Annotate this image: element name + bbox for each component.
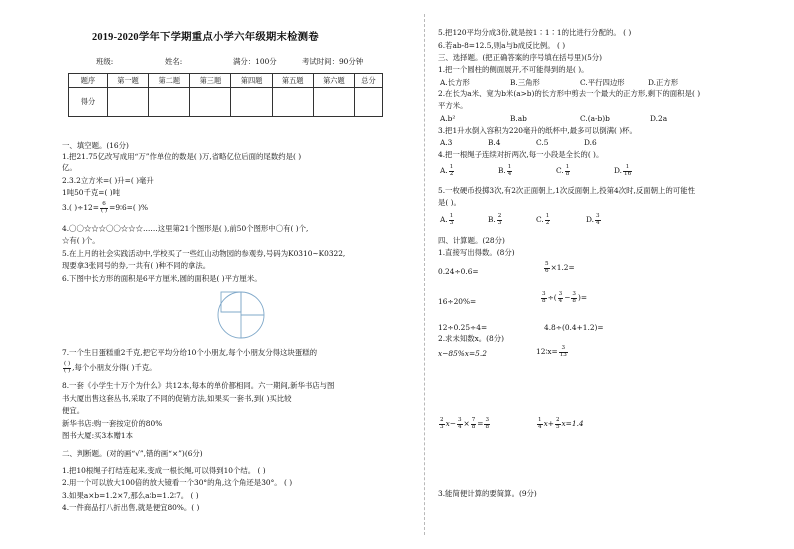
denominator: 4 (558, 297, 563, 304)
equation (536, 346, 569, 358)
question-part: =9∶6=( )% (109, 203, 148, 213)
question-text: 4.把一根绳子连续对折两次,每一小段是全长的( )。 (438, 150, 604, 159)
calc-part: ×1.2= (550, 263, 575, 273)
numerator: 2 (497, 213, 502, 219)
exam-time-label: 考试时间：90分钟 (302, 57, 364, 66)
denominator: 3 (449, 219, 454, 226)
fraction (541, 292, 547, 304)
option: D.6 (584, 138, 597, 147)
question-text: 3.如果a×b=1.2×7,那么a∶b=1.2∶7。 ( ) (62, 491, 199, 500)
equation (438, 418, 491, 430)
calc-item (543, 262, 575, 274)
table-header: 第二题 (149, 74, 190, 88)
numerator: 1 (538, 417, 542, 423)
option: B.三角形 (510, 78, 540, 87)
score-cell[interactable] (272, 88, 313, 117)
numerator: 1 (565, 164, 570, 170)
table-header: 总分 (354, 74, 382, 88)
question-text: 1.把21.75亿改写成用“万”作单位的数是( )万,省略亿位后面的尾数约是( ) (62, 152, 302, 161)
denominator: 4 (507, 170, 512, 177)
score-cell[interactable] (231, 88, 272, 117)
option-label: B. (498, 166, 506, 176)
option (498, 165, 513, 177)
option-label: A. (440, 166, 448, 176)
numerator: 3 (542, 291, 546, 297)
option: B.ab (510, 114, 527, 123)
fraction (439, 418, 445, 430)
numerator: 3 (572, 291, 576, 297)
table-header: 第一题 (108, 74, 149, 88)
numerator: 1 (449, 213, 454, 219)
numerator: 3 (559, 346, 568, 353)
denominator: ( ) (64, 367, 71, 374)
numerator: ( ) (64, 361, 71, 367)
option (586, 214, 602, 226)
denominator: 16 (624, 170, 632, 177)
denominator: 8 (542, 297, 546, 304)
section-fill-blank-title: 一、填空题。(16分) (62, 141, 129, 150)
question-text: 6.下图中长方形的面积是6平方厘米,圆的面积是( )平方厘米。 (62, 274, 262, 283)
calc-item: 12÷0.25÷4= (438, 323, 488, 332)
equation: x−85%x=5.2 (438, 349, 487, 358)
score-cell[interactable] (149, 88, 190, 117)
numerator: 1 (623, 165, 632, 172)
denominator: 8 (471, 423, 476, 430)
fraction (484, 418, 490, 430)
numerator: 2 (555, 417, 560, 423)
option: D.2a (650, 114, 668, 123)
equation-part: x=1.4 (561, 419, 584, 429)
fraction (449, 165, 455, 177)
calc-part: )= (577, 293, 588, 303)
right-column (438, 0, 778, 549)
option-label: C. (556, 166, 564, 176)
denominator: 4 (596, 219, 600, 226)
numerator: 3 (558, 291, 563, 297)
equation-part: x− (445, 419, 456, 429)
fraction (623, 165, 632, 177)
table-header: 第五题 (272, 74, 313, 88)
numerator: 3 (457, 417, 462, 423)
fraction (571, 292, 577, 304)
equation-part: × (463, 419, 470, 429)
question-text: 6.若ab-8=12.5,则a与b成反比例。 ( ) (438, 41, 566, 50)
rectangle-circle-figure (216, 289, 276, 341)
denominator: 2 (449, 170, 454, 177)
question-text: 书大厦出售这套丛书,采取了不同的促销方法,如果买一套书,到( )买比较 (62, 394, 292, 403)
numerator: 1 (545, 213, 550, 219)
option-label: A. (440, 215, 448, 225)
option-label: C. (536, 215, 544, 225)
class-label: 班级: (96, 57, 114, 66)
option (440, 214, 455, 226)
name-label: 姓名: (165, 57, 183, 66)
fraction (507, 165, 513, 177)
question-text: 2.求未知数x。(8分) (438, 334, 505, 343)
denominator: 3 (440, 423, 444, 430)
table-header: 题序 (69, 74, 108, 88)
question-text: 平方米。 (438, 101, 468, 110)
fraction (545, 214, 551, 226)
question-text: 2.在长为a米、宽为b米(a>b)的长方形中剪去一个最大的正方形,剩下的面积是( ) (438, 89, 701, 98)
exam-title: 2019-2020学年下学期重点小学六年级期末检测卷 (92, 32, 319, 43)
calc-item (540, 292, 587, 304)
fraction (559, 346, 568, 358)
numerator: 3 (596, 213, 600, 219)
left-column (62, 0, 407, 549)
option: C.5 (536, 138, 549, 147)
denominator: ( ) (100, 207, 108, 214)
option-label: D. (586, 215, 595, 225)
question-text: 4.〇〇☆☆☆〇〇☆☆☆……这里第21个图形是( ),前50个图形中〇有( )个, (62, 224, 309, 233)
section-calc-title: 四、计算题。(28分) (438, 236, 505, 245)
numerator: 2 (440, 417, 444, 423)
question-text (62, 362, 157, 374)
question-text: 是( )。 (438, 198, 461, 207)
denominator: 8 (572, 297, 576, 304)
calc-item: 16÷20%= (438, 297, 477, 306)
numerator: 6 (100, 202, 108, 209)
fraction (595, 214, 601, 226)
denominator: 8 (565, 170, 570, 177)
denominator: 5 (555, 423, 560, 430)
question-text: 2.用一个可以放大100倍的放大镜看一个30°的角,这个角还是30°。 ( ) (62, 478, 293, 487)
numerator: 7 (471, 417, 476, 423)
question-text: 5.把120平均分成3份,就是按1∶1∶1的比进行分配的。 ( ) (438, 28, 632, 37)
denominator: 13 (559, 351, 567, 358)
option (556, 165, 571, 177)
option (440, 165, 455, 177)
table-header: 第三题 (190, 74, 231, 88)
table-header: 第四题 (231, 74, 272, 88)
option: A.长方形 (440, 78, 470, 87)
calc-part: ÷( (547, 293, 557, 303)
fraction (537, 418, 543, 430)
question-text (62, 202, 148, 214)
option (614, 165, 633, 177)
question-text: 2.3.2立方米=( )升=( )毫升 (62, 176, 154, 185)
fraction (63, 362, 71, 374)
numerator: 1 (507, 164, 512, 170)
numerator: 5 (545, 261, 549, 267)
question-text: 3.把1升水倒入容积为220毫升的纸杯中,最多可以倒满( )杯。 (438, 126, 637, 135)
option (536, 214, 551, 226)
full-score-label: 满分：100分 (233, 57, 277, 66)
denominator: 8 (485, 423, 490, 430)
fraction (449, 214, 455, 226)
option: A.3 (440, 138, 453, 147)
score-cell[interactable] (354, 88, 382, 117)
equation-part: x+ (543, 419, 554, 429)
score-table (68, 73, 383, 117)
section-choice-title: 三、选择题。(把正确答案的序号填在括号里)(5分) (438, 53, 603, 62)
fraction (457, 418, 463, 430)
question-text: 4.一件商品打八折出售,就是便宜80%。( ) (62, 503, 200, 512)
fraction (100, 202, 108, 214)
question-text: 1.把10根绳子打结连起来,变成一根长绳,可以得到10个结。 ( ) (62, 466, 266, 475)
fraction (555, 418, 561, 430)
calc-item: 4.8÷(0.4+1.2)= (544, 323, 604, 332)
equation (536, 418, 584, 430)
fraction (497, 214, 503, 226)
question-text: 3.能简便计算的要简算。(9分) (438, 489, 537, 498)
question-text: 5.在上月的社会实践活动中,学校买了一些红山动物园的参观券,号码为K0310~K0322, (62, 249, 346, 258)
question-part: ,每个小朋友分得( )千克。 (72, 363, 157, 373)
score-cell[interactable] (313, 88, 354, 117)
question-text: 1吨50千克=( )吨 (62, 188, 120, 197)
option: A.b² (440, 114, 456, 123)
score-cell[interactable] (108, 88, 149, 117)
question-text: 8.一套《小学生十万个为什么》共12本,每本的单价都相同。六一期间,新华书店与图 (62, 381, 335, 390)
question-text: 7.一个生日蛋糕重2千克,把它平均分给10个小朋友,每个小朋友分得这块蛋糕的 (62, 348, 317, 357)
denominator: 3 (497, 219, 502, 226)
denominator: 6 (545, 267, 549, 274)
question-text: 新华书店:购一套按定价的80% (62, 419, 163, 428)
calc-part: − (564, 293, 571, 303)
question-text: 亿。 (62, 163, 77, 172)
section-judge-title: 二、判断题。(对的画“√”,错的画“×”)(6分) (62, 449, 203, 458)
denominator: 4 (457, 423, 462, 430)
question-text: ☆有( )个。 (62, 236, 100, 245)
question-text: 便宜。 (62, 406, 85, 415)
question-text: 图书大厦:买3本赠1本 (62, 431, 134, 440)
fraction (471, 418, 477, 430)
option-label: B. (488, 215, 496, 225)
numerator: 3 (485, 417, 490, 423)
question-text: 现要拿3张同号的券,一共有( )种不同的拿法。 (62, 261, 211, 270)
table-header: 第六题 (313, 74, 354, 88)
numerator: 1 (449, 164, 454, 170)
column-divider (424, 14, 425, 535)
equation-part: = (477, 419, 484, 429)
question-text: 1.直接写出得数。(8分) (438, 248, 515, 257)
score-row-label: 得分 (69, 88, 108, 117)
fraction (558, 292, 564, 304)
option: D.正方形 (648, 78, 679, 87)
option-label: D. (614, 166, 623, 176)
option: C.平行四边形 (580, 78, 625, 87)
score-cell[interactable] (190, 88, 231, 117)
calc-item: 0.24÷0.6= (438, 267, 479, 276)
denominator: 2 (545, 219, 550, 226)
option: B.4 (488, 138, 501, 147)
question-text: 5.一枚硬币投掷3次,有2次正面朝上,1次反面朝上,投第4次时,反面朝上的可能性 (438, 186, 695, 195)
question-text: 1.把一个圆柱的侧面展开,不可能得到的是( )。 (438, 65, 589, 74)
fraction (544, 262, 550, 274)
equation-part: 12∶x= (536, 347, 558, 357)
option: C.(a-b)b (580, 114, 610, 123)
fraction (565, 165, 571, 177)
option (488, 214, 503, 226)
denominator: 4 (538, 423, 542, 430)
question-part: 3.( )÷12= (62, 203, 99, 213)
